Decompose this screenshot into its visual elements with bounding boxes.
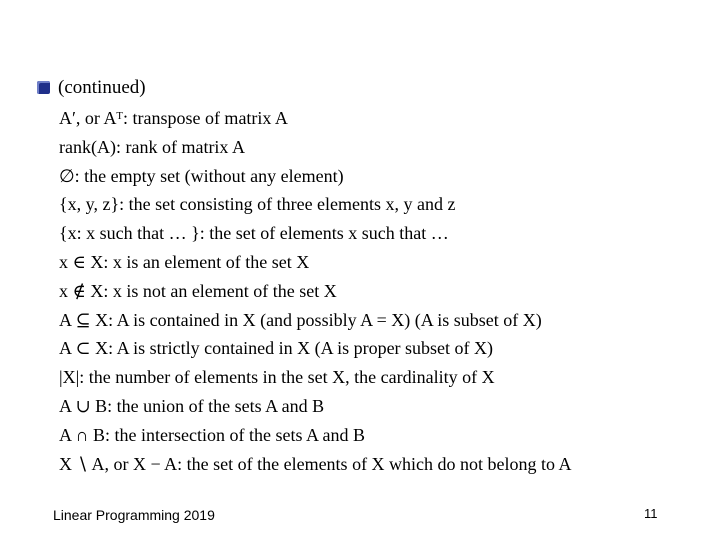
notation-line: x ∈ X: x is an element of the set X xyxy=(59,251,310,272)
heading-text: (continued) xyxy=(58,77,146,98)
square-bullet-icon xyxy=(37,81,50,94)
notation-line: {x, y, z}: the set consisting of three elements x, y and z xyxy=(59,194,456,215)
notation-line: A′, or Aᵀ: transpose of matrix A xyxy=(59,108,288,128)
notation-line: {x: x such that … }: the set of elements x such that … xyxy=(59,223,449,244)
notation-line: |X|: the number of elements in the set X, the cardinality of X xyxy=(59,367,495,388)
notation-line: A ∩ B: the intersection of the sets A and B xyxy=(59,424,365,445)
notation-line: A ∪ B: the union of the sets A and B xyxy=(59,395,325,416)
slide-heading xyxy=(37,76,146,100)
notation-line: X ∖ A, or X − A: the set of the elements of X which do not belong to A xyxy=(59,453,572,474)
footer-text: Linear Programming 2019 xyxy=(53,507,215,523)
notation-line: rank(A): rank of matrix A xyxy=(59,136,245,157)
notation-line: ∅: the empty set (without any element) xyxy=(59,165,344,186)
notation-line: A ⊂ X: A is strictly contained in X (A is proper subset of X) xyxy=(59,338,494,359)
notation-line: x ∉ X: x is not an element of the set X xyxy=(59,280,337,301)
notation-list xyxy=(59,104,572,478)
notation-line: A ⊆ X: A is contained in X (and possibly A = X) (A is subset of X) xyxy=(59,309,542,330)
page-number: 11 xyxy=(644,506,658,521)
